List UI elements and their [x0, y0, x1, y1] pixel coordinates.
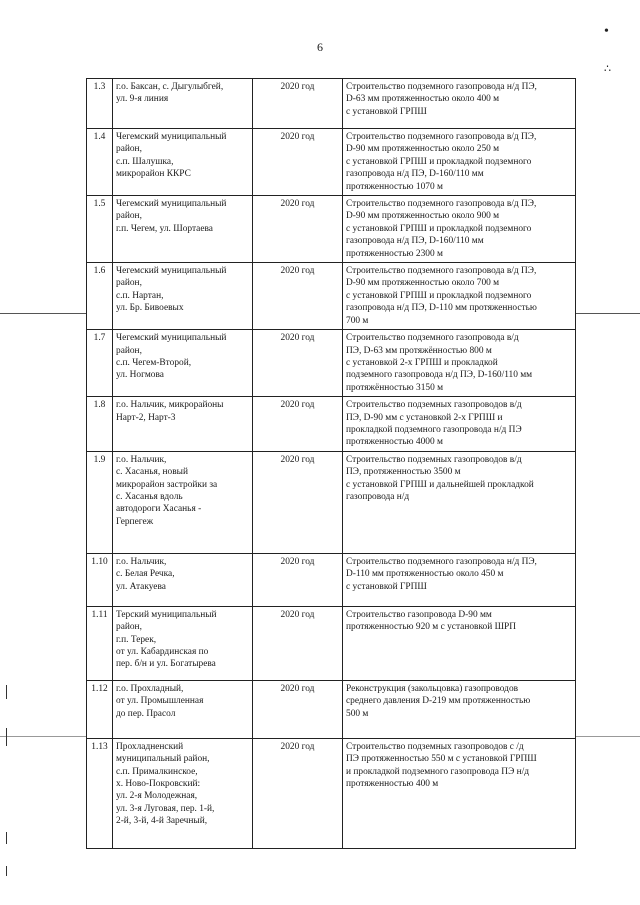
row-location: Чегемский муниципальный район, с.п. Шалушка, микрорайон ККРС	[113, 129, 253, 196]
table-row	[87, 738, 576, 848]
table-row	[87, 129, 576, 196]
row-year: 2020 год	[253, 330, 343, 397]
row-location: Чегемский муниципальный район, с.п. Нартан, ул. Бр. Бивоевых	[113, 263, 253, 330]
scan-artifact-line	[0, 736, 86, 737]
table-row	[87, 330, 576, 397]
table-row	[87, 680, 576, 738]
table-row	[87, 263, 576, 330]
row-year: 2020 год	[253, 129, 343, 196]
row-year: 2020 год	[253, 606, 343, 680]
row-location: г.о. Нальчик, микрорайоны Нарт-2, Нарт-3	[113, 397, 253, 452]
row-location: Прохладненский муниципальный район, с.п. Прималкинское, х. Ново-Покровский: ул. 2-я Молодежная, ул. 3-я Луговая, пер. 1-й, 2-й, 3-й, 4-й Заречный,	[113, 738, 253, 848]
row-description: Строительство подземных газопроводов в/д ПЭ, протяженностью 3500 м с установкой ГРПШ и дальнейшей прокладкой газопровода н/д	[343, 451, 576, 553]
scan-artifact-tick	[6, 866, 7, 876]
row-number: 1.13	[87, 738, 113, 848]
row-description: Строительство подземных газопроводов в/д ПЭ, D-90 мм с установкой 2-х ГРПШ и прокладкой подземного газопровода н/д ПЭ протяженностью 4000 м	[343, 397, 576, 452]
row-description: Строительство подземного газопровода в/д ПЭ, D-90 мм протяженностью около 250 м с установкой ГРПШ и прокладкой подземного газопровода н/д ПЭ, D-160/110 мм протяженностью 1070 м	[343, 129, 576, 196]
gas-pipeline-table	[86, 78, 576, 849]
scan-artifact-line	[576, 313, 640, 314]
scan-mark-top: •	[604, 24, 609, 39]
row-year: 2020 год	[253, 680, 343, 738]
row-number: 1.8	[87, 397, 113, 452]
row-year: 2020 год	[253, 397, 343, 452]
table-row	[87, 79, 576, 129]
row-number: 1.12	[87, 680, 113, 738]
table-row	[87, 606, 576, 680]
row-description: Строительство подземного газопровода в/д ПЭ, D-63 мм протяжённостью 800 м с установкой 2-х ГРПШ и прокладкой подземного газопровода н/д ПЭ, D-160/110 мм протяжённостью 3150 м	[343, 330, 576, 397]
row-location: Терский муниципальный район, г.п. Терек, от ул. Кабардинская по пер. б/н и ул. Богатырева	[113, 606, 253, 680]
row-year: 2020 год	[253, 196, 343, 263]
row-number: 1.11	[87, 606, 113, 680]
scan-artifact-tick	[6, 832, 7, 844]
row-number: 1.6	[87, 263, 113, 330]
row-location: Чегемский муниципальный район, г.п. Чегем, ул. Шортаева	[113, 196, 253, 263]
row-location: г.о. Прохладный, от ул. Промышленная до пер. Прасол	[113, 680, 253, 738]
scan-artifact-line	[576, 736, 640, 737]
scan-artifact-tick	[6, 728, 7, 746]
row-description: Реконструкция (закольцовка) газопроводов среднего давления D-219 мм протяженностью 500 м	[343, 680, 576, 738]
table-row	[87, 451, 576, 553]
row-year: 2020 год	[253, 263, 343, 330]
table-row	[87, 553, 576, 606]
row-number: 1.4	[87, 129, 113, 196]
row-year: 2020 год	[253, 738, 343, 848]
table-row	[87, 196, 576, 263]
row-description: Строительство подземного газопровода в/д ПЭ, D-90 мм протяженностью около 700 м с установкой ГРПШ и прокладкой подземного газопровода н/д ПЭ, D-110 мм протяженностью 700 м	[343, 263, 576, 330]
row-description: Строительство подземного газопровода н/д ПЭ, D-63 мм протяженностью около 400 м с установкой ГРПШ	[343, 79, 576, 129]
table-row	[87, 397, 576, 452]
row-number: 1.10	[87, 553, 113, 606]
row-description: Строительство подземного газопровода н/д ПЭ, D-110 мм протяженностью около 450 м с установкой ГРПШ	[343, 553, 576, 606]
row-description: Строительство подземного газопровода в/д ПЭ, D-90 мм протяженностью около 900 м с установкой ГРПШ и прокладкой подземного газопровода н/д ПЭ, D-160/110 мм протяженностью 2300 м	[343, 196, 576, 263]
row-location: г.о. Нальчик, с. Белая Речка, ул. Атакуева	[113, 553, 253, 606]
row-number: 1.5	[87, 196, 113, 263]
row-number: 1.7	[87, 330, 113, 397]
row-location: г.о. Баксан, с. Дыгулыбгей, ул. 9-я линия	[113, 79, 253, 129]
row-location: Чегемский муниципальный район, с.п. Чегем-Второй, ул. Ногмова	[113, 330, 253, 397]
scan-artifact-line	[0, 313, 86, 314]
scan-artifact-tick	[6, 685, 7, 699]
scan-mark-right: ∴	[604, 63, 611, 75]
row-description: Строительство газопровода D-90 мм протяженностью 920 м с установкой ШРП	[343, 606, 576, 680]
row-year: 2020 год	[253, 553, 343, 606]
row-location: г.о. Нальчик, с. Хасанья, новый микрорайон застройки за с. Хасанья вдоль автодороги Хасанья - Герпегеж	[113, 451, 253, 553]
page-number: 6	[317, 40, 323, 54]
row-number: 1.9	[87, 451, 113, 553]
row-year: 2020 год	[253, 451, 343, 553]
row-number: 1.3	[87, 79, 113, 129]
row-year: 2020 год	[253, 79, 343, 129]
row-description: Строительство подземных газопроводов с /д ПЭ протяженностью 550 м с установкой ГРПШ и прокладкой подземного газопровода ПЭ н/д протяженностью 400 м	[343, 738, 576, 848]
